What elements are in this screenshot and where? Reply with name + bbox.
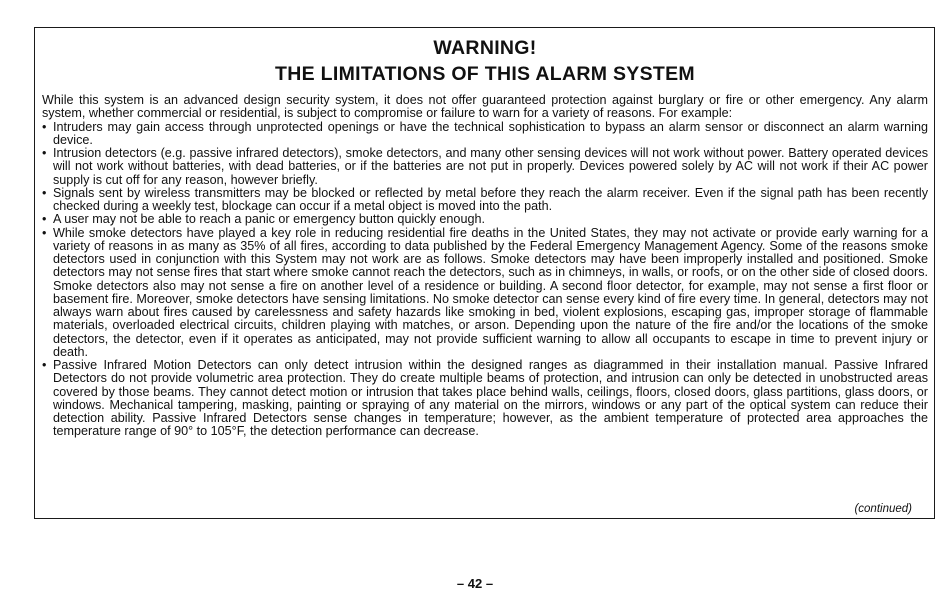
list-item [42, 121, 928, 148]
warning-box [34, 27, 935, 519]
page-number: – 42 – [456, 576, 494, 591]
list-item [42, 213, 928, 226]
continued-note: (continued) [854, 503, 912, 515]
list-item-text: Intrusion detectors (e.g. passive infrared detectors), smoke detectors, and many other sensing devices will not work without power. Battery operated devices will not work without batteries, with dead batteries, or if the batteries are not put in properly. Devices powered solely by AC will not work if their AC power supply is cut off for any reason, however briefly. [53, 146, 928, 187]
list-item [42, 359, 928, 439]
bullet-icon: • [42, 119, 47, 134]
bullet-icon: • [42, 212, 47, 227]
list-item-text: Intruders may gain access through unprotected openings or have the technical sophistication to bypass an alarm sensor or disconnect an alarm warning device. [53, 119, 928, 147]
warning-body [42, 94, 928, 439]
intro-paragraph: While this system is an advanced design security system, it does not offer guaranteed protection against burglary or fire or other emergency. Any alarm system, whether commercial or residential, is subject to compromise or failure to warn for a variety of reasons. For example: [42, 93, 928, 121]
warning-title: WARNING! [433, 37, 537, 59]
bullet-icon: • [42, 185, 47, 200]
list-item [42, 187, 928, 214]
bullet-icon: • [42, 146, 47, 160]
bullet-icon: • [42, 225, 47, 240]
list-item [42, 227, 928, 360]
limitations-list [42, 121, 928, 439]
bullet-icon: • [42, 358, 47, 372]
list-item-text: While smoke detectors have played a key role in reducing residential fire deaths in the United States, they may not activate or provide early warning for a variety of reasons in as many as 35% of all fires, according to data published by the Federal Emergency Management Agency. Some of the reasons smoke detectors used in conjunction with this System may not work are as follows. Smoke detectors may have been improperly installed and positioned. Smoke detectors may not sense fires that start where smoke cannot reach the detectors, such as in chimneys, in walls, or roofs, or on the other side of closed doors. Smoke detectors also may not sense a fire on another level of a residence or building. A second floor detector, for example, may not sense a first floor or basement fire. Moreover, smoke detectors have sensing limitations. No smoke detector can sense every kind of fire every time. In general, detectors may not always warn about fires caused by carelessness and safety hazards like smoking in bed, violent explosions, escaping gas, improper storage of flammable materials, overloaded electrical circuits, children playing with matches, or arson. Depending upon the nature of the fire and/or the locations of the smoke detectors, the detector, even if it operates as anticipated, may not provide sufficient warning to allow all occupants to escape in time to prevent injury or death. [53, 225, 928, 359]
list-item-text: Passive Infrared Motion Detectors can only detect intrusion within the designed ranges as diagrammed in their installation manual. Passive Infrared Detectors do not provide volumetric area protection. They do create multiple beams of protection, and intrusion can only be detected in unobstructed areas covered by those beams. They cannot detect motion or intrusion that takes place behind walls, ceilings, floors, closed doors, glass partitions, glass doors, or windows. Mechanical tampering, masking, painting or spraying of any material on the mirrors, windows or any part of the optical system can reduce their detection ability. Passive Infrared Detectors sense changes in temperature; however, as the ambient temperature of protected area approaches the temperature range of 90° to 105°F, the detection performance can decrease. [53, 358, 928, 439]
limitations-title: THE LIMITATIONS OF THIS ALARM SYSTEM [275, 63, 695, 85]
list-item-text: Signals sent by wireless transmitters may be blocked or reflected by metal before they reach the alarm receiver. Even if the signal path has been recently checked during a weekly test, blockage can occur if a metal object is moved into the path. [53, 185, 928, 213]
list-item [42, 147, 928, 187]
list-item-text: A user may not be able to reach a panic or emergency button quickly enough. [53, 212, 485, 227]
